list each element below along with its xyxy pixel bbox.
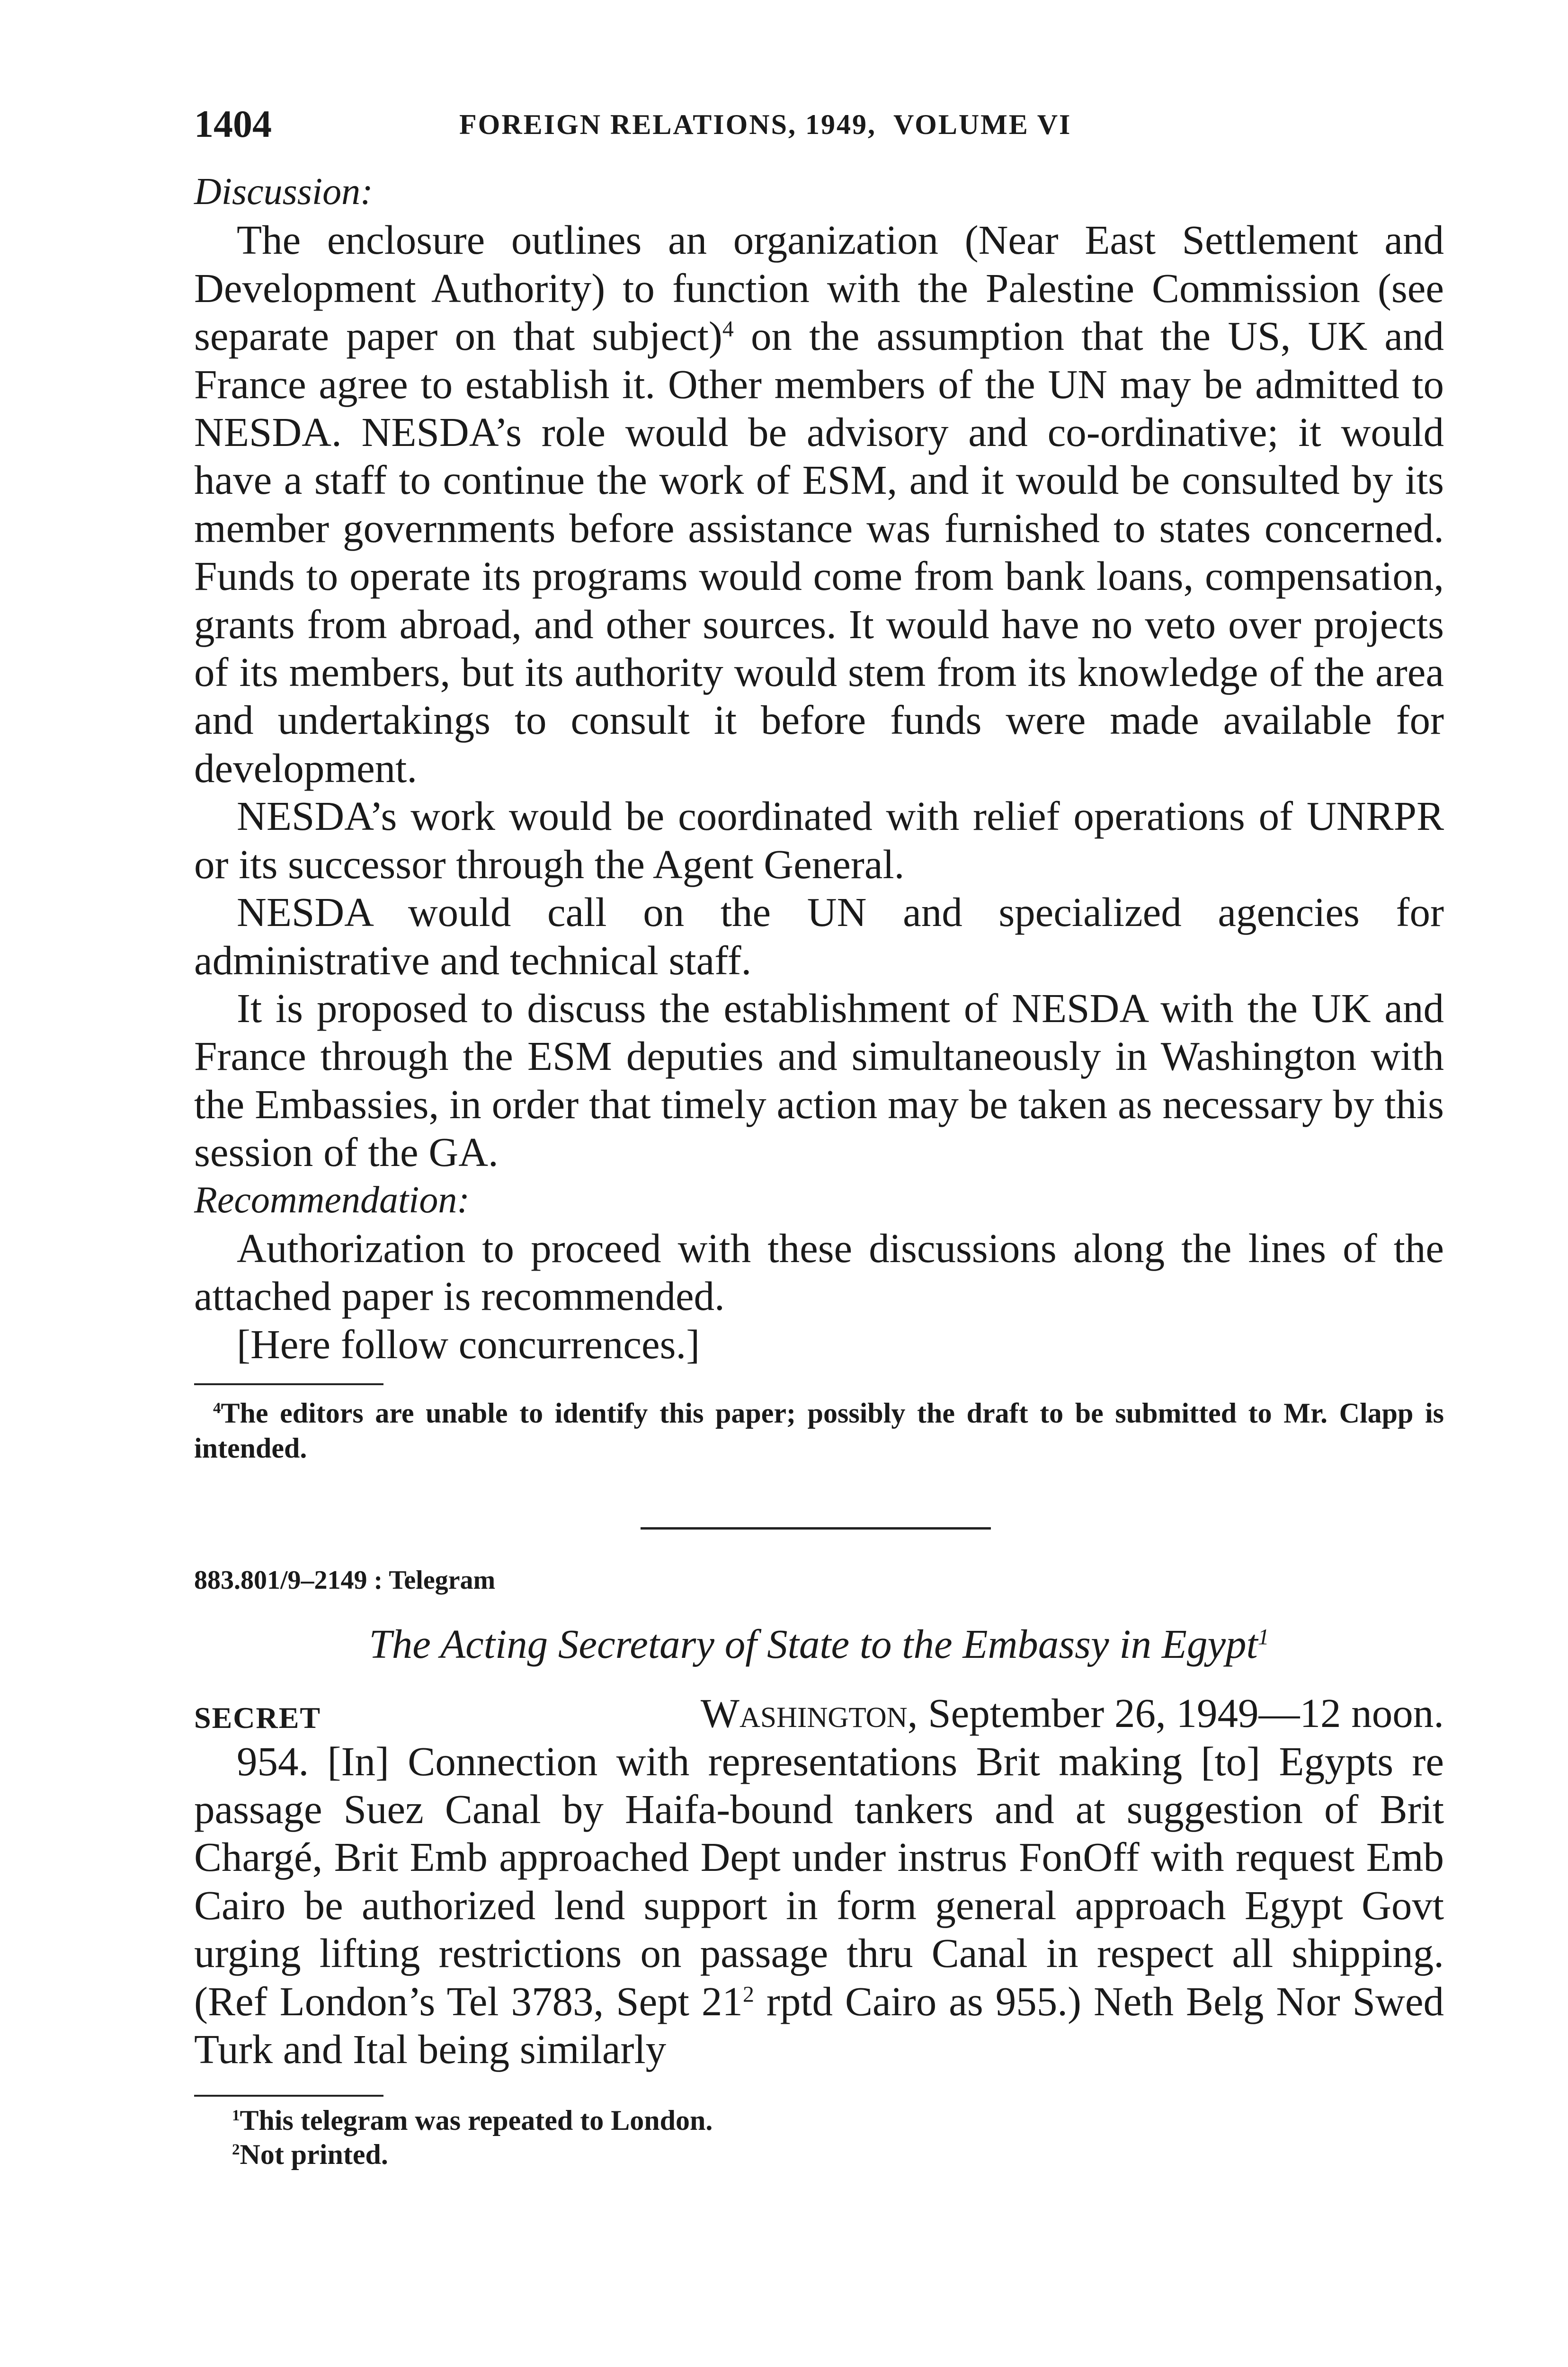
discussion-paragraph: NESDA’s work would be coordinated with relief operations of UNRPR or its successor through the Agent General. xyxy=(194,793,1444,887)
paragraph-text: 954. [In] Connection with representations Brit making [to] Egypts re passage Suez Canal by Haifa-bound tankers and at suggestion of Brit Chargé, Brit Emb approached Dept under instrus FonOff with request Emb Cairo be authorized lend support in form general approach Egypt Govt urging lifting restrictions on passage thru Canal in respect all shipping. (Ref London’s Tel 3783, Sept 21 xyxy=(194,1738,1444,2024)
recommendation-paragraph: Authorization to proceed with these discussions along the lines of the attached paper is recommended. xyxy=(194,1225,1444,1319)
recommendation-paragraph: [Here follow concurrences.] xyxy=(237,1321,700,1367)
footnote-block-bottom xyxy=(194,2103,1444,2171)
footnote-text: This telegram was repeated to London. xyxy=(240,2105,713,2136)
running-title-text: FOREIGN RELATIONS, 1949, xyxy=(459,109,877,140)
page-number: 1404 xyxy=(194,102,272,145)
discussion-section xyxy=(194,168,1444,1368)
file-reference: 883.801/9–2149 : Telegram xyxy=(194,1566,496,1595)
footnote-number: 1 xyxy=(232,2107,240,2125)
paragraph-text: The enclosure outlines an organization (Near East Settlement and Development Authority) to function with the Palestine Commission (see separate paper on that subject) xyxy=(194,217,1444,359)
footnote-4 xyxy=(194,1396,1444,1466)
footnote-text: The editors are unable to identify this paper; possibly the draft to be submitted to Mr. Clapp is intended. xyxy=(194,1397,1444,1464)
document-title xyxy=(194,1618,1444,1670)
document-title-text: The Acting Secretary of State to the Embassy in Egypt xyxy=(369,1621,1258,1667)
footnote-block xyxy=(194,1396,1444,1466)
footnote-rule xyxy=(194,2095,383,2097)
running-title xyxy=(459,108,1071,141)
classification: SECRET xyxy=(194,1701,321,1735)
discussion-paragraph: It is proposed to discuss the establishment of NESDA with the UK and France through the ESM deputies and simultaneously in Washington with the Embassies, in order that timely action may be taken as necessary by this session of the GA. xyxy=(194,985,1444,1175)
telegram-body xyxy=(194,1737,1444,2073)
document-page xyxy=(194,102,1444,2171)
place-date xyxy=(701,1689,1444,1737)
footnote-ref: 1 xyxy=(1257,1624,1269,1650)
dateline xyxy=(194,1689,1444,1737)
telegram-paragraph xyxy=(194,1737,1444,2073)
footnote-2 xyxy=(194,2137,1444,2171)
discussion-paragraph: NESDA would call on the UN and specialized agencies for administrative and technical staff. xyxy=(194,889,1444,983)
running-title-volume: VOLUME VI xyxy=(893,109,1072,140)
place: Washington, xyxy=(700,1690,918,1736)
discussion-paragraph xyxy=(194,216,1444,792)
section-divider xyxy=(641,1527,991,1530)
paragraph-text: rptd Cairo as 955.) Neth Belg Nor Swed Turk and Ital being similarly xyxy=(194,1978,1444,2072)
footnote-ref: 4 xyxy=(722,316,734,342)
running-header xyxy=(194,102,1444,168)
footnote-number: 2 xyxy=(232,2141,240,2159)
footnote-number: 4 xyxy=(213,1400,221,1417)
footnote-rule xyxy=(194,1383,383,1385)
footnote-1 xyxy=(194,2103,1444,2137)
footnote-text: Not printed. xyxy=(240,2139,388,2171)
paragraph-text: on the assumption that the US, UK and France agree to establish it. Other members of the UN may be admitted to NESDA. NESDA’s role would be advisory and co-ordinative; it would have a staff to continue the work of ESM, and it would be consulted by its member governments before assistance was furnished to states concerned. Funds to operate its programs would come from bank loans, compensation, grants from abroad, and other sources. It would have no veto over projects of its members, but its authority would stem from its knowledge of the area and undertakings to consult it before funds were made available for development. xyxy=(194,313,1444,791)
recommendation-heading: Recommendation: xyxy=(194,1179,470,1221)
discussion-heading: Discussion: xyxy=(194,171,373,213)
date: September 26, 1949—12 noon. xyxy=(918,1690,1444,1736)
footnote-ref: 2 xyxy=(742,1981,754,2007)
